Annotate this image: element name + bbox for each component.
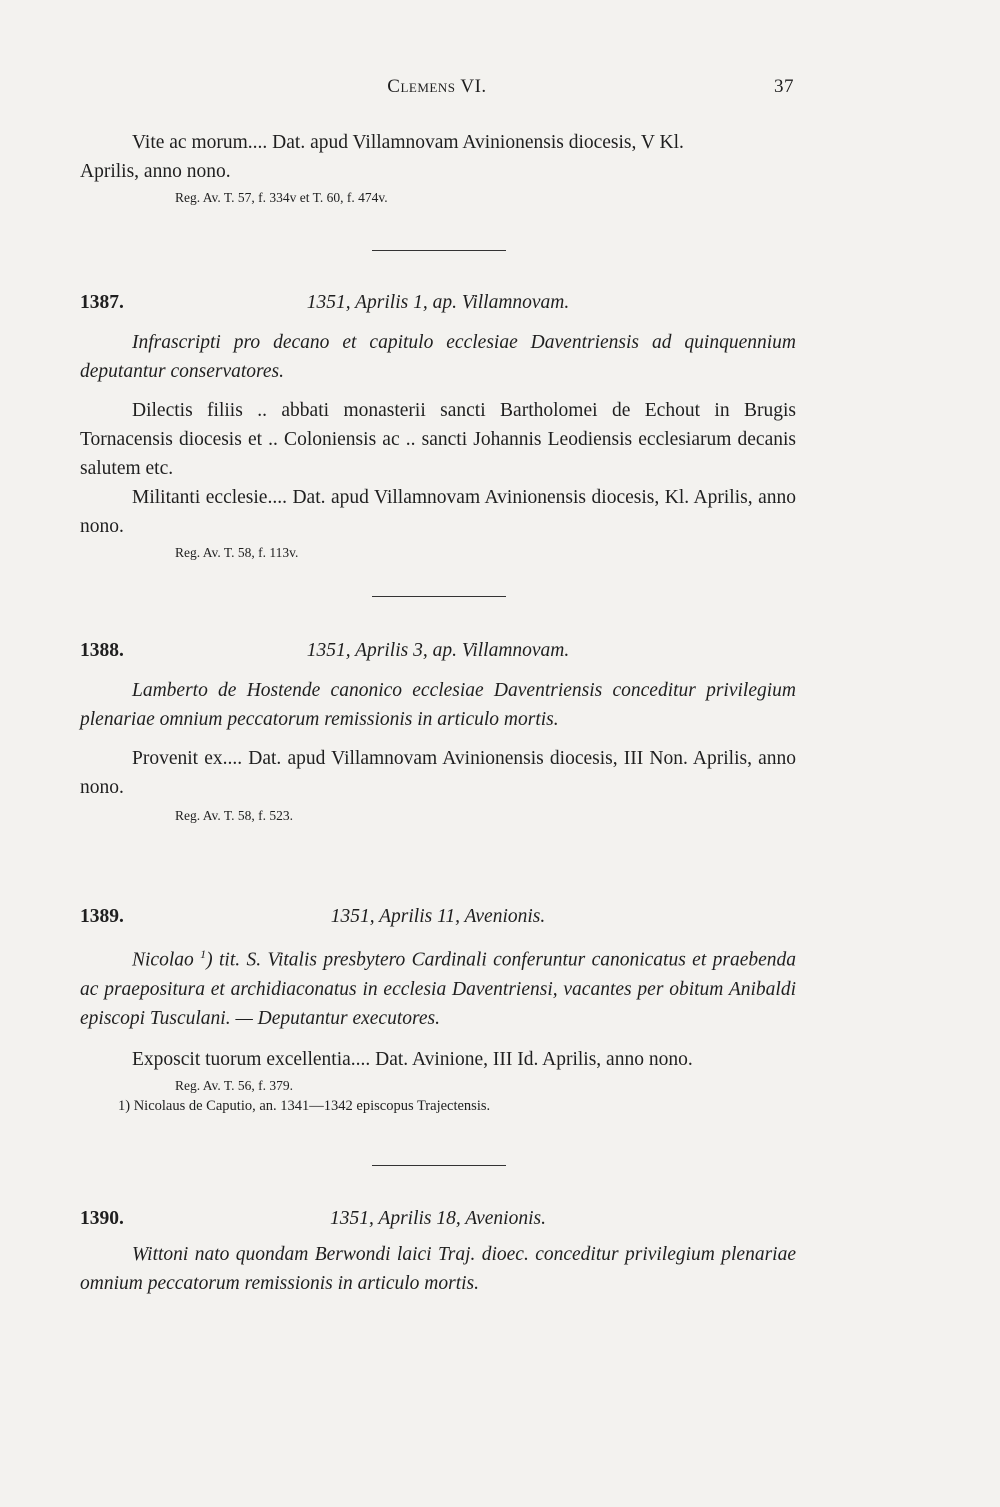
continuation-reference: Reg. Av. T. 57, f. 334v et T. 60, f. 474v.	[175, 190, 388, 205]
entry-heading-1389	[80, 906, 796, 936]
entry-number: 1388.	[80, 640, 124, 661]
entry-reference: Reg. Av. T. 56, f. 379.	[175, 1077, 293, 1093]
entry-address: Dilectis filiis .. abbati monasterii sancti Bartholomei de Echout in Brugis Tornacensis diocesis et .. Coloniensis ac .. sancti Johannis Leodiensis ecclesiarum decanis salutem etc.	[80, 400, 796, 479]
header-title: Clemens VI.	[387, 76, 487, 97]
continuation-text: Vite ac morum.... Dat. apud Villamnovam Avinionensis diocesis, V Kl.	[132, 132, 684, 153]
entry-date: 1351, Aprilis 1, ap. Villamnovam.	[306, 292, 570, 313]
entry-text: Exposcit tuorum excellentia.... Dat. Avinione, III Id. Aprilis, anno nono.	[132, 1048, 693, 1070]
entry-summary: Wittoni nato quondam Berwondi laici Traj. dioec. conceditur privilegium plenariae omnium peccatorum remissionis in articulo mortis.	[80, 1244, 796, 1294]
page-number: 37	[774, 76, 794, 97]
entry-summary: Lamberto de Hostende canonico ecclesiae Daventriensis conceditur privilegium plenariae omnium peccatorum remissionis in articulo mortis.	[80, 680, 796, 730]
entry-number: 1389.	[80, 906, 124, 927]
separator-rule	[372, 250, 506, 251]
entry-number: 1387.	[80, 292, 124, 313]
entry-text: Provenit ex.... Dat. apud Villamnovam Avinionensis diocesis, III Non. Aprilis, anno nono.	[80, 748, 796, 798]
footnote: 1) Nicolaus de Caputio, an. 1341—1342 episcopus Trajectensis.	[118, 1098, 491, 1114]
entry-date: 1351, Aprilis 3, ap. Villamnovam.	[306, 640, 570, 661]
entry-body-1388	[80, 676, 796, 826]
entry-date: 1351, Aprilis 18, Avenionis.	[330, 1208, 546, 1229]
entry-summary: Nicolao $^1$) tit. S. Vitalis presbytero Cardinali conferuntur canonicatus et praebenda ac praepositura et archidiaconatus in ecclesia Daventriensi, vacantes per obitum Anibaldi episcopi Tusculani. — Deputantur executores.	[80, 947, 797, 1029]
entry-heading-1388	[80, 640, 796, 670]
running-header	[80, 76, 794, 106]
separator-rule	[372, 1165, 506, 1166]
entry-heading-1387	[80, 292, 796, 322]
entry-body-1390	[80, 1240, 796, 1298]
footnote-marker: 1	[200, 947, 207, 961]
entry-reference: Reg. Av. T. 58, f. 113v.	[175, 545, 299, 560]
entry-date: 1351, Aprilis 11, Avenionis.	[330, 906, 546, 927]
continuation-text-line2: Aprilis, anno nono.	[80, 161, 231, 182]
entry-summary: Infrascripti pro decano et capitulo ecclesiae Daventriensis ad quinquennium deputantur conservatores.	[80, 332, 796, 382]
entry-reference: Reg. Av. T. 58, f. 523.	[175, 808, 293, 823]
continuation-block	[80, 128, 796, 208]
entry-number: 1390.	[80, 1208, 124, 1229]
entry-body-1387	[80, 328, 796, 563]
entry-body-1389	[80, 940, 796, 1096]
separator-rule	[372, 596, 506, 597]
entry-heading-1390	[80, 1208, 796, 1238]
entry-text: Militanti ecclesie.... Dat. apud Villamnovam Avinionensis diocesis, Kl. Aprilis, anno nono.	[80, 487, 796, 537]
